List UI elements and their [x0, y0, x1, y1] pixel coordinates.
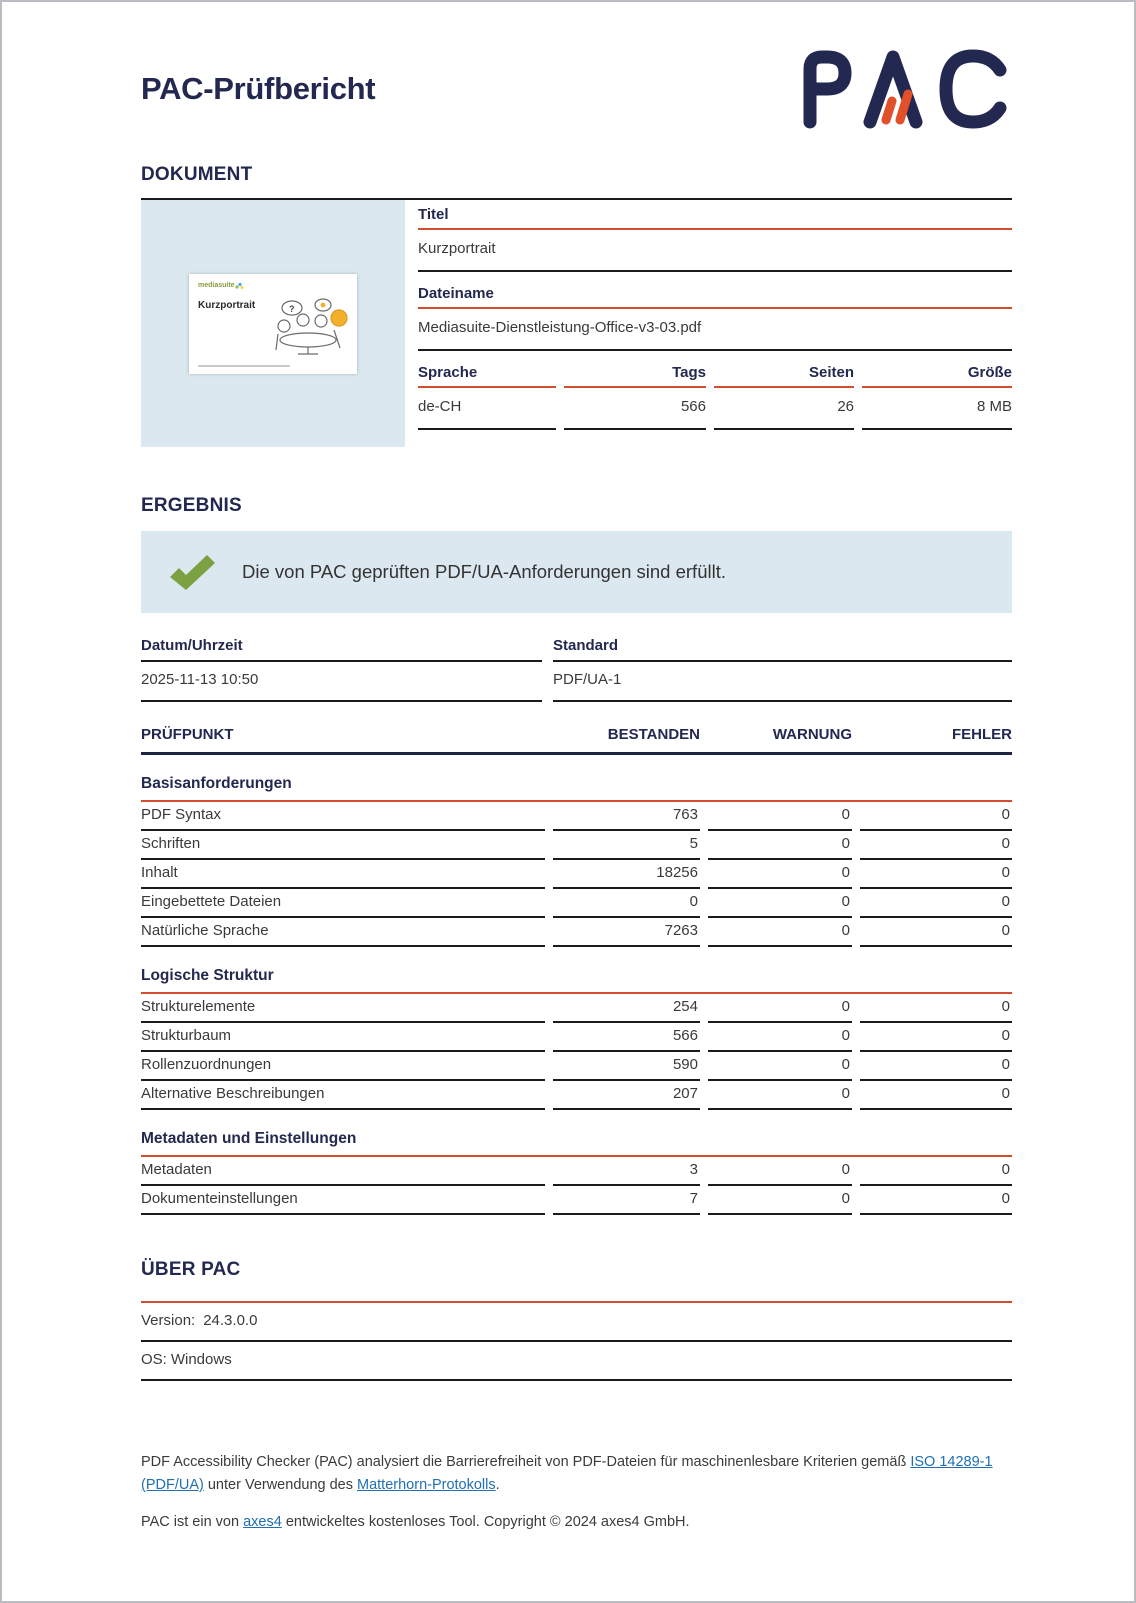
check-row	[141, 889, 1012, 918]
thumbnail-brand: mediasuite	[198, 282, 348, 293]
check-count: 0	[860, 831, 1012, 860]
footer-paragraph	[141, 1511, 1012, 1534]
check-count: 0	[708, 1186, 852, 1215]
page-title: PAC-Prüfbericht	[141, 71, 376, 106]
check-count: 590	[553, 1052, 700, 1081]
field-label: Sprache	[418, 364, 556, 388]
footer-text: PDF Accessibility Checker (PAC) analysiert die Barrierefreiheit von PDF-Dateien für maschinenlesbare Kriterien gemäß	[141, 1454, 911, 1470]
thumbnail-title: Kurzportrait	[198, 299, 256, 311]
field-value: 26	[714, 388, 854, 430]
check-count: 207	[553, 1081, 700, 1110]
check-count: 0	[708, 831, 852, 860]
os-value: Windows	[170, 1351, 232, 1368]
footer-text: .	[495, 1476, 500, 1493]
check-name: Eingebettete Dateien	[141, 889, 545, 918]
version-value: 24.3.0.0	[203, 1312, 258, 1329]
about-section	[141, 1259, 1012, 1381]
checks-table-header	[141, 726, 1012, 755]
svg-text:?: ?	[289, 303, 295, 314]
checks-section	[141, 726, 1012, 1215]
field-standard	[553, 637, 1012, 702]
footer-link[interactable]: Matterhorn-Protokolls	[357, 1476, 496, 1493]
about-os-row	[141, 1342, 1012, 1381]
result-meta-row	[141, 637, 1012, 702]
check-row	[141, 860, 1012, 889]
checks-group-heading: Logische Struktur	[141, 962, 1012, 994]
check-name: Dokumenteinstellungen	[141, 1186, 545, 1215]
check-count: 0	[860, 1081, 1012, 1110]
document-heading: DOKUMENT	[141, 164, 253, 185]
check-count: 0	[860, 1052, 1012, 1081]
check-row	[141, 918, 1012, 947]
result-section	[141, 495, 1012, 702]
document-thumbnail	[189, 274, 357, 374]
check-name: Rollenzuordnungen	[141, 1052, 545, 1081]
check-count: 254	[553, 994, 700, 1023]
check-count: 0	[708, 1157, 852, 1186]
field-label: Standard	[553, 637, 1012, 662]
check-count: 7	[553, 1186, 700, 1215]
check-row	[141, 1052, 1012, 1081]
thumbnail-footer-line	[198, 365, 290, 367]
check-count: 566	[553, 1023, 700, 1052]
checks-group	[141, 962, 1012, 1110]
check-count: 0	[860, 1023, 1012, 1052]
check-row	[141, 1081, 1012, 1110]
field-value: Mediasuite-Dienstleistung-Office-v3-03.pdf	[418, 309, 1012, 351]
field-value: de-CH	[418, 388, 556, 430]
check-name: Metadaten	[141, 1157, 545, 1186]
about-version-row	[141, 1303, 1012, 1342]
field-titel	[418, 206, 1012, 272]
field-value: 2025-11-13 10:50	[141, 662, 542, 702]
field-value: 8 MB	[862, 388, 1012, 430]
check-count: 0	[708, 802, 852, 831]
footer-link[interactable]: ISO 14289-1 (PDF/UA)	[141, 1454, 993, 1493]
check-name: Strukturelemente	[141, 994, 545, 1023]
check-row	[141, 1186, 1012, 1215]
footer-text: entwickeltes kostenloses Tool. Copyright © 2024 axes4 GmbH.	[281, 1513, 690, 1530]
brand-splash-icon	[235, 282, 244, 290]
pac-logo-icon	[797, 49, 1012, 129]
os-label: OS:	[141, 1351, 167, 1368]
footer-paragraph	[141, 1451, 1012, 1497]
check-count: 0	[708, 1023, 852, 1052]
field-label: Tags	[564, 364, 706, 388]
check-row	[141, 802, 1012, 831]
field-value: Kurzportrait	[418, 230, 1012, 272]
check-count: 0	[708, 889, 852, 918]
column-header: FEHLER	[952, 726, 1012, 743]
pac-logo	[797, 49, 1012, 129]
version-label: Version:	[141, 1312, 196, 1329]
checks-group	[141, 770, 1012, 947]
check-count: 0	[860, 1157, 1012, 1186]
footer-text: PAC ist ein von	[141, 1513, 244, 1530]
checks-table	[141, 770, 1012, 1215]
about-heading: ÜBER PAC	[141, 1259, 241, 1280]
thumbnail-illustration	[266, 296, 352, 358]
document-section	[141, 164, 1012, 447]
check-row	[141, 1023, 1012, 1052]
check-name: Natürliche Sprache	[141, 918, 545, 947]
check-count: 5	[553, 831, 700, 860]
check-count: 0	[708, 1081, 852, 1110]
check-count: 0	[708, 918, 852, 947]
check-name: Schriften	[141, 831, 545, 860]
field-label: Seiten	[714, 364, 854, 388]
report-header	[141, 46, 1012, 132]
check-row	[141, 1157, 1012, 1186]
footer-link[interactable]: axes4	[243, 1513, 282, 1530]
check-count: 0	[860, 802, 1012, 831]
check-count: 0	[860, 918, 1012, 947]
check-row	[141, 831, 1012, 860]
checks-group-heading: Basisanforderungen	[141, 770, 1012, 802]
check-icon	[168, 554, 216, 591]
field-value: 566	[564, 388, 706, 430]
check-count: 0	[708, 1052, 852, 1081]
check-count: 0	[553, 889, 700, 918]
field-label: Größe	[862, 364, 1012, 388]
footer-text: unter Verwendung des	[203, 1476, 358, 1493]
result-banner	[141, 531, 1012, 613]
result-message: Die von PAC geprüften PDF/UA-Anforderungen sind erfüllt.	[242, 561, 726, 582]
check-count: 7263	[553, 918, 700, 947]
field-label: Titel	[418, 206, 1012, 230]
field-label: Dateiname	[418, 285, 1012, 309]
field-datum	[141, 637, 542, 702]
check-count: 0	[708, 860, 852, 889]
check-name: Inhalt	[141, 860, 545, 889]
document-thumbnail-panel	[141, 200, 405, 447]
check-name: Alternative Beschreibungen	[141, 1081, 545, 1110]
field-value: PDF/UA-1	[553, 662, 1012, 702]
check-count: 0	[860, 1186, 1012, 1215]
check-count: 763	[553, 802, 700, 831]
column-header: WARNUNG	[772, 726, 852, 743]
document-meta-row	[418, 364, 1012, 430]
column-header: BESTANDEN	[607, 726, 700, 743]
result-heading: ERGEBNIS	[141, 495, 242, 516]
check-row	[141, 994, 1012, 1023]
check-count: 18256	[553, 860, 700, 889]
checks-group	[141, 1125, 1012, 1215]
field-dateiname	[418, 285, 1012, 351]
check-name: PDF Syntax	[141, 802, 545, 831]
check-count: 0	[860, 994, 1012, 1023]
footer	[141, 1451, 1012, 1534]
check-count: 0	[708, 994, 852, 1023]
check-count: 0	[860, 889, 1012, 918]
column-header: PRÜFPUNKT	[141, 726, 234, 743]
check-count: 0	[860, 860, 1012, 889]
field-label: Datum/Uhrzeit	[141, 637, 542, 662]
check-name: Strukturbaum	[141, 1023, 545, 1052]
check-count: 3	[553, 1157, 700, 1186]
checks-group-heading: Metadaten und Einstellungen	[141, 1125, 1012, 1157]
